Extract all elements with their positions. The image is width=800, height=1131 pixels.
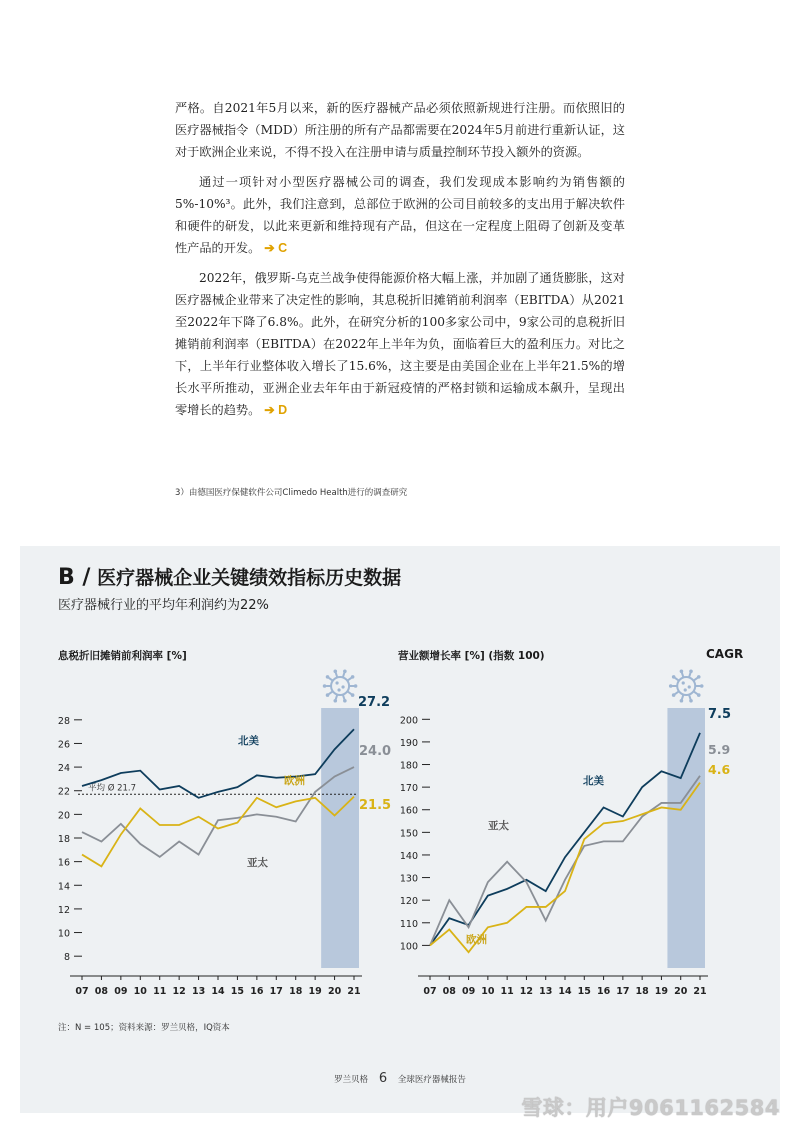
ebitda-xtick-label: 07	[75, 986, 89, 997]
ebitda-xtick-label: 21	[347, 986, 361, 997]
growth-series-label: 北美	[583, 775, 604, 787]
growth-ytick-label: 140	[399, 850, 418, 862]
growth-xtick-label: 10	[481, 986, 495, 997]
growth-xtick-label: 20	[674, 986, 688, 997]
kpi-panel	[20, 546, 780, 1113]
growth-xtick-label: 08	[442, 986, 456, 997]
growth-end-label: 5.9	[708, 742, 731, 757]
growth-xtick-label: 13	[539, 986, 553, 997]
body-text	[175, 97, 625, 429]
ebitda-ytick-label: 22	[57, 786, 70, 798]
growth-ytick-label: 120	[399, 896, 418, 908]
growth-ytick-label: 160	[399, 805, 418, 817]
ebitda-xtick-label: 16	[250, 986, 264, 997]
panel-title	[58, 563, 401, 590]
growth-xtick-label: 12	[519, 986, 534, 997]
ref-d-link[interactable]: ➔ D	[264, 403, 288, 417]
growth-ytick-label: 200	[399, 715, 418, 727]
ebitda-ytick-label: 20	[57, 810, 70, 822]
ebitda-ytick-label: 16	[57, 857, 70, 869]
ebitda-xtick-label: 17	[269, 986, 283, 997]
ebitda-ytick-label: 18	[57, 834, 70, 845]
growth-virus-icon	[669, 669, 704, 702]
page-number: 6	[378, 1071, 388, 1086]
ebitda-ytick-label: 14	[57, 881, 70, 893]
growth-end-label: 7.5	[708, 707, 732, 722]
growth-xtick-label: 19	[654, 986, 669, 997]
ebitda-ytick-label: 12	[57, 904, 70, 916]
growth-xtick-label: 11	[500, 986, 514, 997]
ebitda-xtick-label: 13	[191, 986, 206, 997]
ebitda-end-label: 24.0	[359, 744, 392, 759]
ebitda-xtick-label: 10	[133, 986, 147, 997]
growth-xtick-label: 18	[635, 986, 649, 997]
growth-ytick-label: 180	[399, 760, 418, 772]
footer-report-title: 全球医疗器械报告	[397, 1075, 466, 1085]
growth-xtick-label: 14	[558, 986, 572, 997]
growth-chart	[380, 656, 780, 1016]
ebitda-xtick-label: 18	[289, 986, 303, 997]
growth-ytick-label: 190	[399, 737, 418, 749]
source-note: 注：N = 105；资料来源：罗兰贝格，IQ资本	[58, 1023, 230, 1033]
ebitda-ytick-label: 10	[57, 928, 70, 940]
ebitda-xtick-label: 11	[153, 986, 167, 997]
growth-series-line	[430, 783, 700, 953]
ebitda-series-label: 欧洲	[284, 775, 305, 787]
paragraph-3	[175, 267, 625, 421]
growth-series-line	[430, 733, 700, 946]
ebitda-end-label: 21.5	[359, 798, 392, 813]
growth-ytick-label: 110	[399, 918, 418, 930]
growth-ytick-label: 100	[399, 941, 418, 953]
growth-xtick-label: 07	[423, 986, 437, 997]
ebitda-chart	[20, 656, 400, 1016]
growth-covid-band	[667, 708, 705, 968]
ebitda-xtick-label: 19	[308, 986, 322, 997]
growth-series-label: 欧洲	[466, 934, 487, 946]
panel-title-text: 医疗器械企业关键绩效指标历史数据	[97, 567, 402, 589]
growth-xtick-label: 17	[616, 986, 630, 997]
ebitda-ytick-label: 24	[57, 763, 70, 775]
ebitda-xtick-label: 20	[327, 986, 342, 997]
ebitda-xtick-label: 14	[211, 986, 225, 997]
panel-subtitle: 医疗器械行业的平均年利润约为22%	[58, 598, 269, 613]
ebitda-xtick-label: 08	[94, 986, 109, 997]
paragraph-3-text: 2022年，俄罗斯-乌克兰战争使得能源价格大幅上涨，并加剧了通货膨胀，这对医疗器械企业带来了决定性的影响，其息税折旧摊销前利润率（EBITDA）从2021至2022年下降了6.8%。此外，在研究分析的100多家公司中，9家公司的息税折旧摊销前利润率（EBITDA）在2022年上半年为负，面临着巨大的盈利压力。对比之下，上半年行业整体收入增长了15.6%，这主要是由美国企业在上半年21.5%的增长水平所推动，亚洲企业去年年由于新冠疫情的严格封锁和运输成本飙升，呈现出零增长的趋势。	[175, 271, 625, 417]
growth-ytick-label: 170	[399, 783, 418, 795]
ebitda-ytick-label: 26	[57, 739, 70, 751]
growth-series-label: 亚太	[488, 820, 509, 832]
ebitda-xtick-label: 15	[230, 986, 245, 997]
growth-xtick-label: 21	[693, 986, 707, 997]
paragraph-1: 严格。自2021年5月以来，新的医疗器械产品必须依照新规进行注册。而依照旧的医疗器械指令（MDD）所注册的所有产品都需要在2024年5月前进行重新认证，这对于欧洲企业来说，不得不投入在注册申请与质量控制环节投入额外的资源。	[175, 101, 625, 159]
ebitda-ytick-label: 28	[57, 715, 70, 727]
growth-chart-title: 营业额增长率 [%] (指数 100)	[398, 650, 545, 662]
panel-letter: B /	[58, 565, 91, 590]
cagr-label: CAGR	[706, 647, 744, 661]
growth-xtick-label: 15	[577, 986, 591, 997]
growth-xtick-label: 16	[596, 986, 611, 997]
ebitda-ytick-label: 8	[63, 952, 70, 964]
footnote: 3）由德国医疗保健软件公司Climedo Health进行的调查研究	[175, 488, 408, 498]
ebitda-series-line	[82, 767, 354, 857]
growth-xtick-label: 09	[461, 986, 476, 997]
ebitda-xtick-label: 09	[114, 986, 128, 997]
ebitda-virus-icon	[323, 669, 358, 702]
paragraph-2	[175, 171, 625, 259]
ebitda-series-label: 亚太	[247, 857, 268, 869]
page-footer	[20, 1071, 780, 1086]
ebitda-series-line	[82, 797, 354, 867]
ref-c-link[interactable]: ➔ C	[264, 241, 288, 255]
growth-ytick-label: 130	[399, 873, 418, 885]
ebitda-end-label: 27.2	[358, 695, 391, 710]
ebitda-average-label: 平均 Ø 21.7	[88, 783, 137, 794]
ebitda-xtick-label: 12	[172, 986, 186, 997]
footer-brand: 罗兰贝格	[334, 1075, 369, 1085]
growth-end-label: 4.6	[708, 762, 731, 777]
paragraph-2-text: 通过一项针对小型医疗器械公司的调查，我们发现成本影响约为销售额的5%-10%³。此外，我们注意到，总部位于欧洲的公司目前较多的支出用于解决软件和硬件的研发，以此来更新和维持现有产品，但这在一定程度上阻碍了创新及变革性产品的开发。	[175, 175, 625, 255]
growth-series-line	[430, 776, 700, 946]
growth-ytick-label: 150	[399, 828, 418, 840]
ebitda-chart-title: 息税折旧摊销前利润率 [%]	[58, 650, 187, 662]
ebitda-series-label: 北美	[238, 735, 259, 747]
ebitda-covid-band	[321, 708, 359, 968]
watermark: 雪球：用户9061162584	[521, 1096, 780, 1120]
